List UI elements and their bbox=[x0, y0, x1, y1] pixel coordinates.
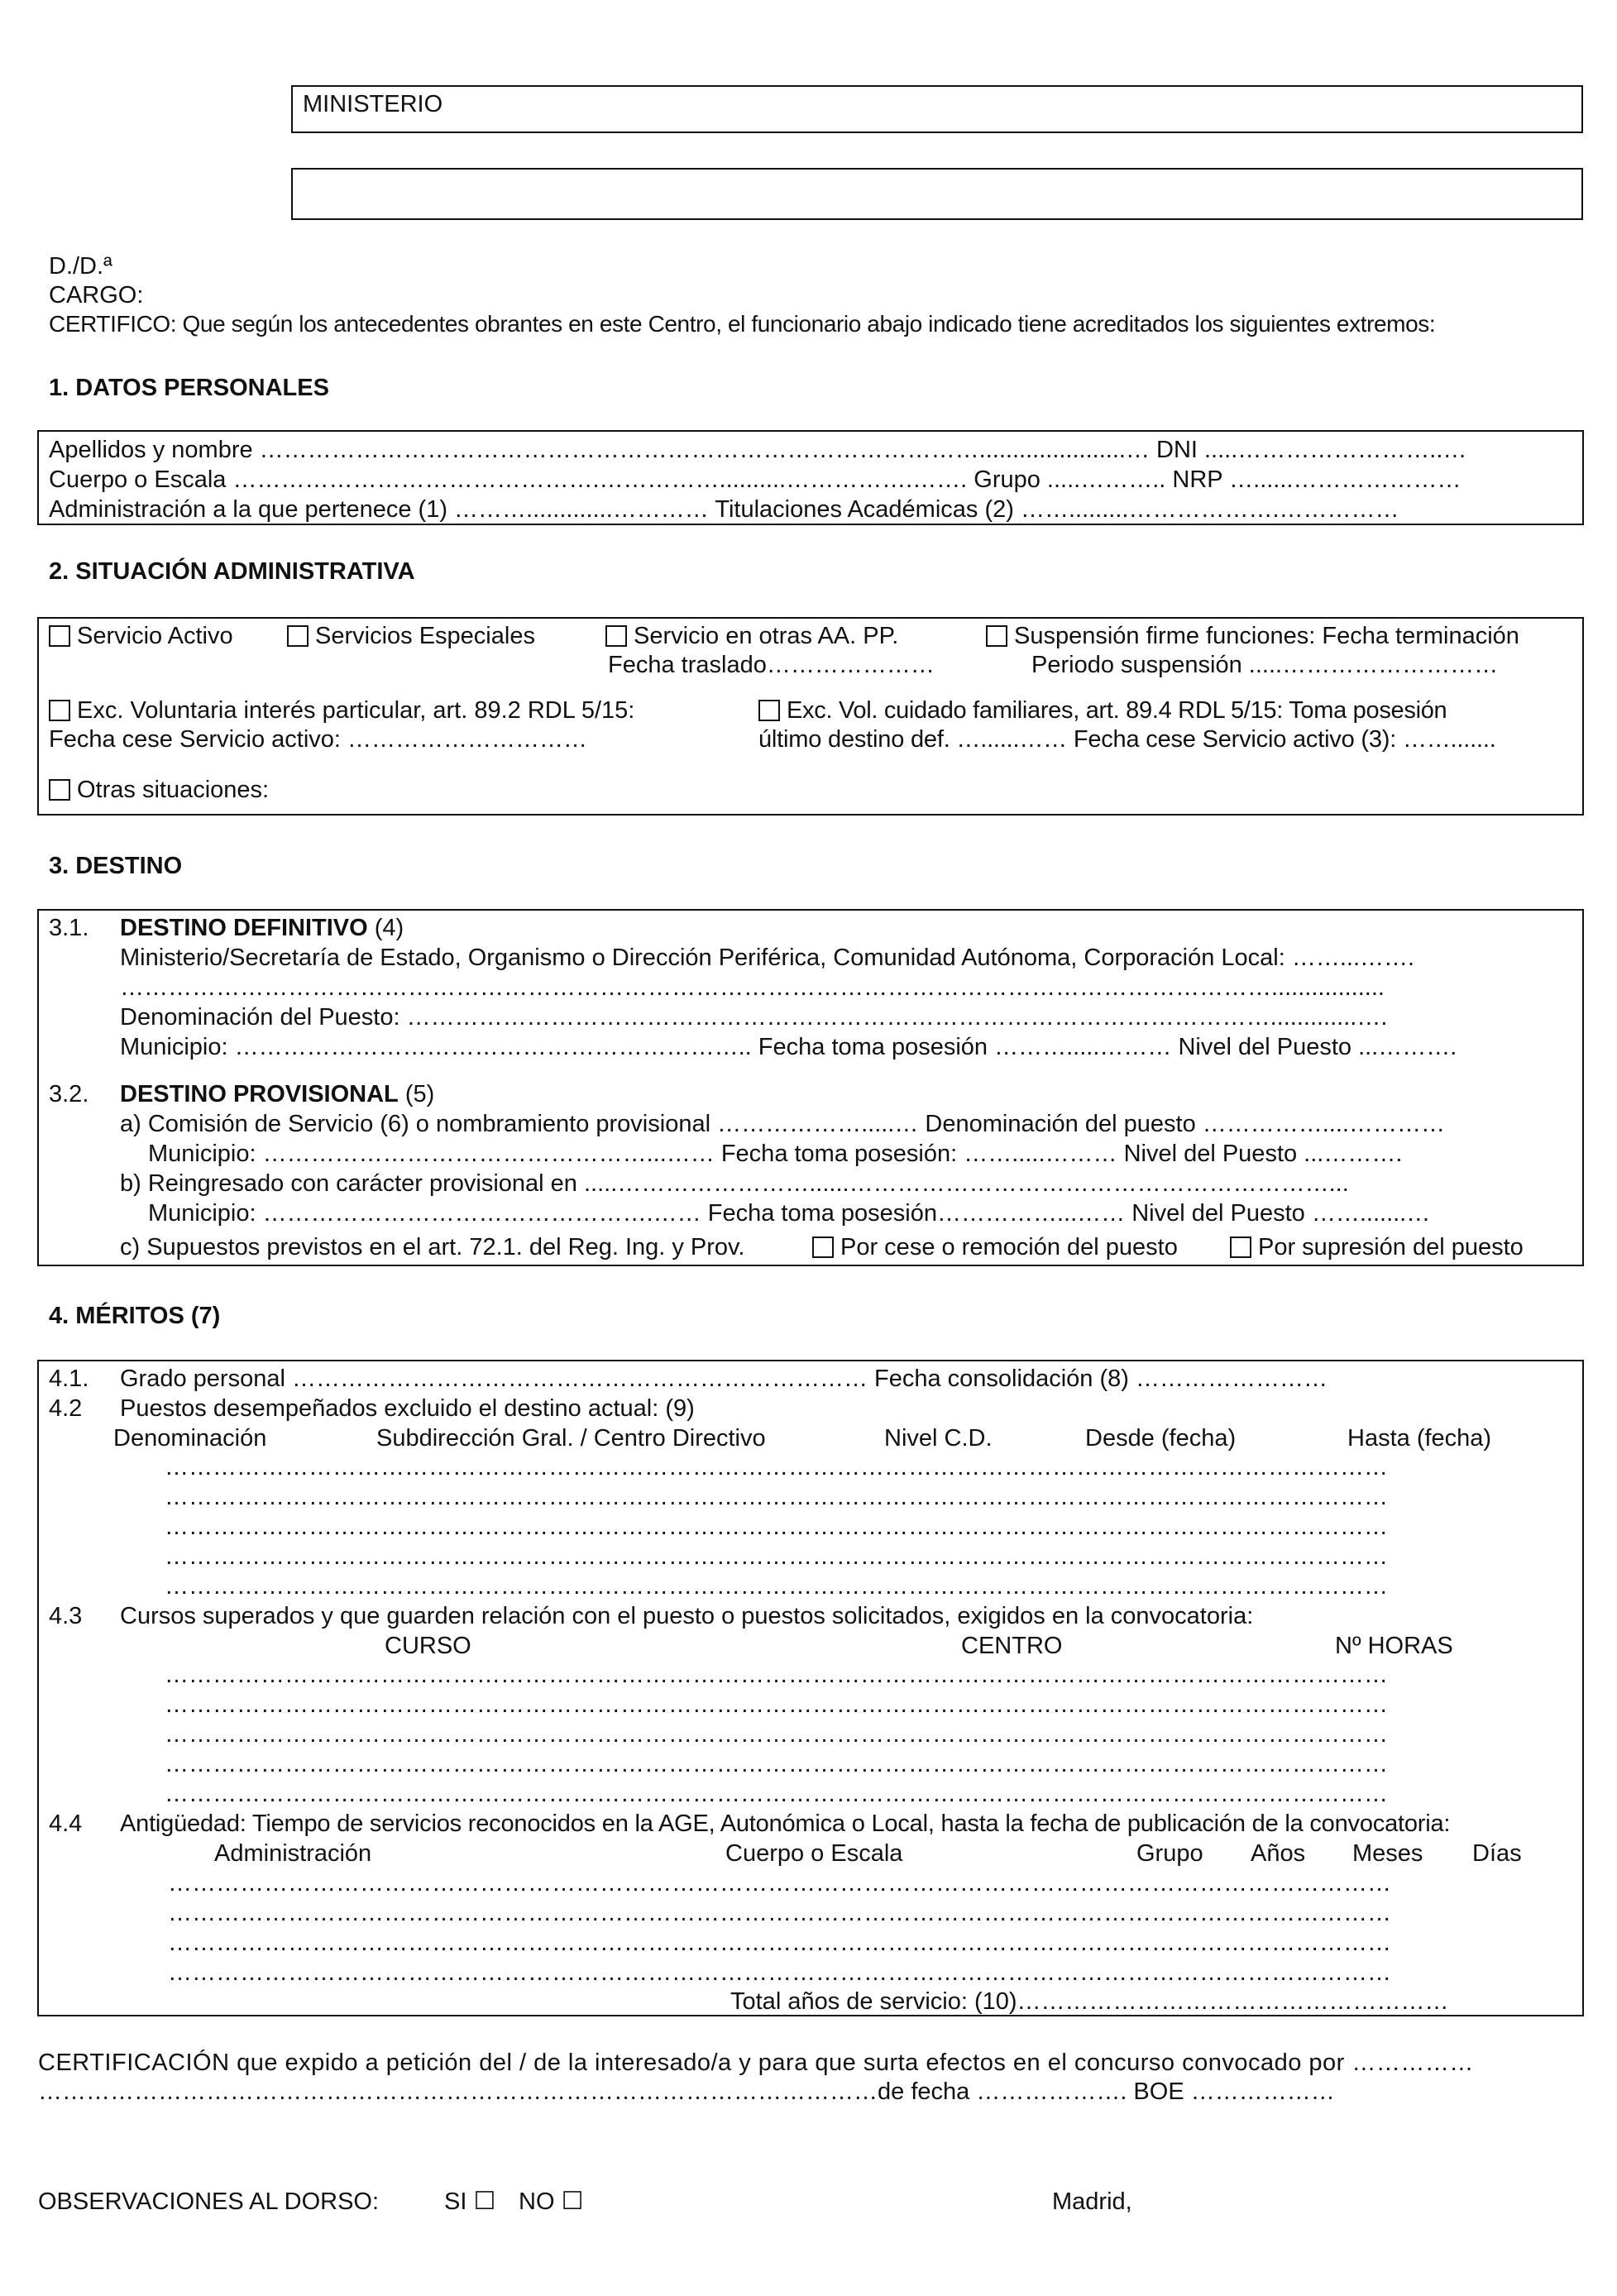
cese-remocion-checkbox[interactable] bbox=[812, 1236, 834, 1258]
exc-voluntaria-checkbox[interactable] bbox=[49, 700, 70, 721]
destino-definitivo-heading bbox=[120, 914, 404, 942]
suspension-checkbox[interactable] bbox=[986, 625, 1007, 647]
col-curso: CURSO bbox=[385, 1633, 471, 1659]
curso-row[interactable]: ……………………………………………………………………………………………………………………………………… bbox=[165, 1721, 1388, 1748]
cuerpo-line[interactable]: Cuerpo o Escala ……………………………………….……………..........…………….……. Grupo .....……….. NRP …......………………… bbox=[49, 466, 1462, 493]
municipio-definitivo-line[interactable]: Municipio: ……………………………………………………….. Fecha toma posesión ……….....……… Nivel del Puesto ...………. bbox=[120, 1034, 1457, 1060]
supresion-puesto-label: Por supresión del puesto bbox=[1258, 1234, 1524, 1260]
otras-situaciones-label: Otras situaciones: bbox=[77, 777, 270, 803]
cese-remocion-option[interactable] bbox=[812, 1233, 1178, 1261]
supuestos-line: c) Supuestos previstos en el art. 72.1. del Reg. Ing. y Prov. bbox=[120, 1234, 745, 1260]
item-4-3-number: 4.3 bbox=[49, 1603, 83, 1629]
col-subdireccion: Subdirección Gral. / Centro Directivo bbox=[376, 1425, 766, 1452]
destino-provisional-heading bbox=[120, 1080, 434, 1108]
col-horas: Nº HORAS bbox=[1335, 1633, 1453, 1659]
destino-provisional-title: DESTINO PROVISIONAL bbox=[120, 1081, 399, 1107]
cargo-label: CARGO: bbox=[49, 282, 144, 309]
comision-servicio-line[interactable]: a) Comisión de Servicio (6) o nombramiento provisional ……………….....… Denominación del puesto ……………....………… bbox=[120, 1111, 1445, 1137]
supresion-puesto-option[interactable] bbox=[1230, 1233, 1524, 1261]
madrid-date-label: Madrid, bbox=[1052, 2188, 1132, 2215]
col-denominacion: Denominación bbox=[113, 1425, 267, 1452]
col-hasta: Hasta (fecha) bbox=[1347, 1425, 1492, 1452]
item-4-1-number: 4.1. bbox=[49, 1366, 89, 1392]
ministerio-box bbox=[291, 85, 1583, 133]
suspension-option[interactable] bbox=[986, 622, 1519, 650]
puesto-row[interactable]: ……………………………………………………………………………………………………………………………………… bbox=[165, 1514, 1388, 1540]
suspension-label: Suspensión firme funciones: Fecha terminación bbox=[1014, 623, 1519, 649]
item-4-4-number: 4.4 bbox=[49, 1810, 83, 1837]
periodo-suspension-line[interactable]: Periodo suspensión .....……………………… bbox=[1031, 652, 1499, 678]
destino-provisional-note: (5) bbox=[398, 1081, 435, 1107]
item-3-1-number: 3.1. bbox=[49, 915, 89, 941]
section3-title: 3. DESTINO bbox=[49, 853, 183, 879]
no-label: NO bbox=[519, 2188, 555, 2215]
ministerio-secretaria-line[interactable]: Ministerio/Secretaría de Estado, Organismo o Dirección Periférica, Comunidad Autónoma, Corporación Local: ……...……. bbox=[120, 945, 1415, 971]
servicios-especiales-checkbox[interactable] bbox=[287, 625, 309, 647]
ministerio-label: MINISTERIO bbox=[303, 91, 443, 117]
antiguedad-row[interactable]: ……………………………………………………………………………………………………………………………………… bbox=[168, 1870, 1391, 1897]
item-3-2-number: 3.2. bbox=[49, 1081, 89, 1107]
si-checkbox[interactable]: ☐ bbox=[473, 2188, 496, 2215]
servicios-especiales-option[interactable] bbox=[287, 622, 535, 650]
exc-cuidado-option[interactable] bbox=[758, 696, 1447, 725]
curso-row[interactable]: ……………………………………………………………………………………………………………………………………… bbox=[165, 1751, 1388, 1777]
ultimo-destino-line[interactable]: último destino def. …......…… Fecha cese Servicio activo (3): ……....... bbox=[758, 726, 1496, 753]
otras-situaciones-checkbox[interactable] bbox=[49, 779, 70, 801]
ministerio-name-field[interactable] bbox=[291, 168, 1583, 220]
puestos-desempenados-label: Puestos desempeñados excluido el destino actual: (9) bbox=[120, 1395, 695, 1422]
otras-situaciones-option[interactable] bbox=[49, 776, 269, 804]
servicio-activo-option[interactable] bbox=[49, 622, 233, 650]
puesto-row[interactable]: ……………………………………………………………………………………………………………………………………… bbox=[165, 1543, 1388, 1570]
datos-personales-box bbox=[37, 430, 1584, 525]
observaciones-label: OBSERVACIONES AL DORSO: bbox=[38, 2188, 380, 2215]
servicio-activo-checkbox[interactable] bbox=[49, 625, 70, 647]
total-anos-line[interactable]: Total años de servicio: (10)……………………………………………… bbox=[730, 1988, 1449, 2015]
apellidos-line[interactable]: Apellidos y nombre ………………………………………………………………………………......................… DNI .....……………………..… bbox=[49, 437, 1467, 463]
exc-cuidado-checkbox[interactable] bbox=[758, 700, 780, 721]
puesto-row[interactable]: ……………………………………………………………………………………………………………………………………… bbox=[165, 1573, 1388, 1600]
certifico-text: CERTIFICO: Que según los antecedentes obrantes en este Centro, el funcionario abajo indicado tiene acreditados los siguientes extremos: bbox=[49, 311, 1436, 337]
item-4-2-number: 4.2 bbox=[49, 1395, 83, 1422]
cese-remocion-label: Por cese o remoción del puesto bbox=[840, 1234, 1178, 1260]
denominacion-puesto-line[interactable]: Denominación del Puesto: ……………………………………………………………………………………………….............…. bbox=[120, 1004, 1388, 1031]
destino-definitivo-title: DESTINO DEFINITIVO bbox=[120, 915, 368, 941]
section2-title: 2. SITUACIÓN ADMINISTRATIVA bbox=[49, 558, 415, 585]
meritos-box bbox=[37, 1360, 1584, 2016]
col-grupo: Grupo bbox=[1136, 1840, 1203, 1867]
certificacion-line-1[interactable]: CERTIFICACIÓN que expido a petición del / de la interesado/a y para que surta efectos en el concurso convocado por …………… bbox=[38, 2050, 1474, 2076]
puesto-row[interactable]: ……………………………………………………………………………………………………………………………………… bbox=[165, 1484, 1388, 1510]
exc-voluntaria-option[interactable] bbox=[49, 696, 634, 725]
municipio-reingreso-line[interactable]: Municipio: ………………………………………….…… Fecha toma posesión……………...…… Nivel del Puesto …….......… bbox=[148, 1200, 1431, 1227]
curso-row[interactable]: ……………………………………………………………………………………………………………………………………… bbox=[165, 1662, 1388, 1688]
curso-row[interactable]: ……………………………………………………………………………………………………………………………………… bbox=[165, 1781, 1388, 1807]
servicio-otras-checkbox[interactable] bbox=[605, 625, 627, 647]
destino-definitivo-note: (4) bbox=[367, 915, 404, 941]
reingresado-line[interactable]: b) Reingresado con carácter provisional en .....……………………......……………………………………………………... bbox=[120, 1170, 1349, 1197]
col-dias: Días bbox=[1472, 1840, 1522, 1867]
section1-title: 1. DATOS PERSONALES bbox=[49, 375, 329, 401]
exc-cuidado-label: Exc. Vol. cuidado familiares, art. 89.4 RDL 5/15: Toma posesión bbox=[787, 697, 1447, 724]
supresion-puesto-checkbox[interactable] bbox=[1230, 1236, 1251, 1258]
servicio-activo-label: Servicio Activo bbox=[77, 623, 233, 649]
servicio-otras-label: Servicio en otras AA. PP. bbox=[634, 623, 899, 649]
antiguedad-row[interactable]: ……………………………………………………………………………………………………………………………………… bbox=[168, 1959, 1391, 1986]
col-meses: Meses bbox=[1352, 1840, 1423, 1867]
exc-voluntaria-label: Exc. Voluntaria interés particular, art. 89.2 RDL 5/15: bbox=[77, 697, 635, 724]
puesto-row[interactable]: ……………………………………………………………………………………………………………………………………… bbox=[165, 1454, 1388, 1480]
col-administracion: Administración bbox=[214, 1840, 372, 1867]
administracion-line[interactable]: Administración a la que pertenece (1) ……….............………… Titulaciones Académicas (2) …….........……………….…………… bbox=[49, 496, 1399, 523]
curso-row[interactable]: ……………………………………………………………………………………………………………………………………… bbox=[165, 1691, 1388, 1718]
situacion-box bbox=[37, 617, 1584, 816]
observaciones-si-option[interactable] bbox=[444, 2188, 495, 2216]
col-cuerpo: Cuerpo o Escala bbox=[725, 1840, 903, 1867]
si-label: SI bbox=[444, 2188, 467, 2215]
grado-personal-line[interactable]: Grado personal ……………………………………………………………… Fecha consolidación (8) …………………… bbox=[120, 1366, 1328, 1392]
section4-title: 4. MÉRITOS (7) bbox=[49, 1303, 221, 1329]
antiguedad-row[interactable]: ……………………………………………………………………………………………………………………………………… bbox=[168, 1900, 1391, 1926]
antiguedad-row[interactable]: ……………………………………………………………………………………………………………………………………… bbox=[168, 1930, 1391, 1956]
observaciones-no-option[interactable] bbox=[519, 2188, 583, 2216]
dda-label: D./D.ª bbox=[49, 253, 112, 280]
col-centro: CENTRO bbox=[961, 1633, 1063, 1659]
destino-box bbox=[37, 909, 1584, 1266]
fecha-traslado-line[interactable]: Fecha traslado………………… bbox=[608, 652, 935, 678]
col-nivel-cd: Nivel C.D. bbox=[884, 1425, 993, 1452]
antiguedad-label: Antigüedad: Tiempo de servicios reconocidos en la AGE, Autonómica o Local, hasta la fecha de publicación de la convocatoria: bbox=[120, 1810, 1451, 1837]
cursos-label: Cursos superados y que guarden relación con el puesto o puestos solicitados, exigidos en la convocatoria: bbox=[120, 1603, 1254, 1629]
col-desde: Desde (fecha) bbox=[1085, 1425, 1237, 1452]
certificacion-line-2[interactable]: ……………………………………………………………………………………………de fecha ………………. BOE ……………… bbox=[38, 2078, 1335, 2105]
no-checkbox[interactable]: ☐ bbox=[561, 2188, 584, 2215]
servicio-otras-option[interactable] bbox=[605, 622, 898, 650]
servicios-especiales-label: Servicios Especiales bbox=[315, 623, 535, 649]
municipio-comision-line[interactable]: Municipio: …………………………………………...…… Fecha toma posesión: …….....……… Nivel del Puesto ...………. bbox=[148, 1141, 1403, 1167]
ministerio-continuation-line[interactable]: ………………………………………………………………………………………………………………………………................. bbox=[120, 974, 1385, 1001]
col-anos: Años bbox=[1251, 1840, 1306, 1867]
fecha-cese-line[interactable]: Fecha cese Servicio activo: ………………………… bbox=[49, 726, 588, 753]
